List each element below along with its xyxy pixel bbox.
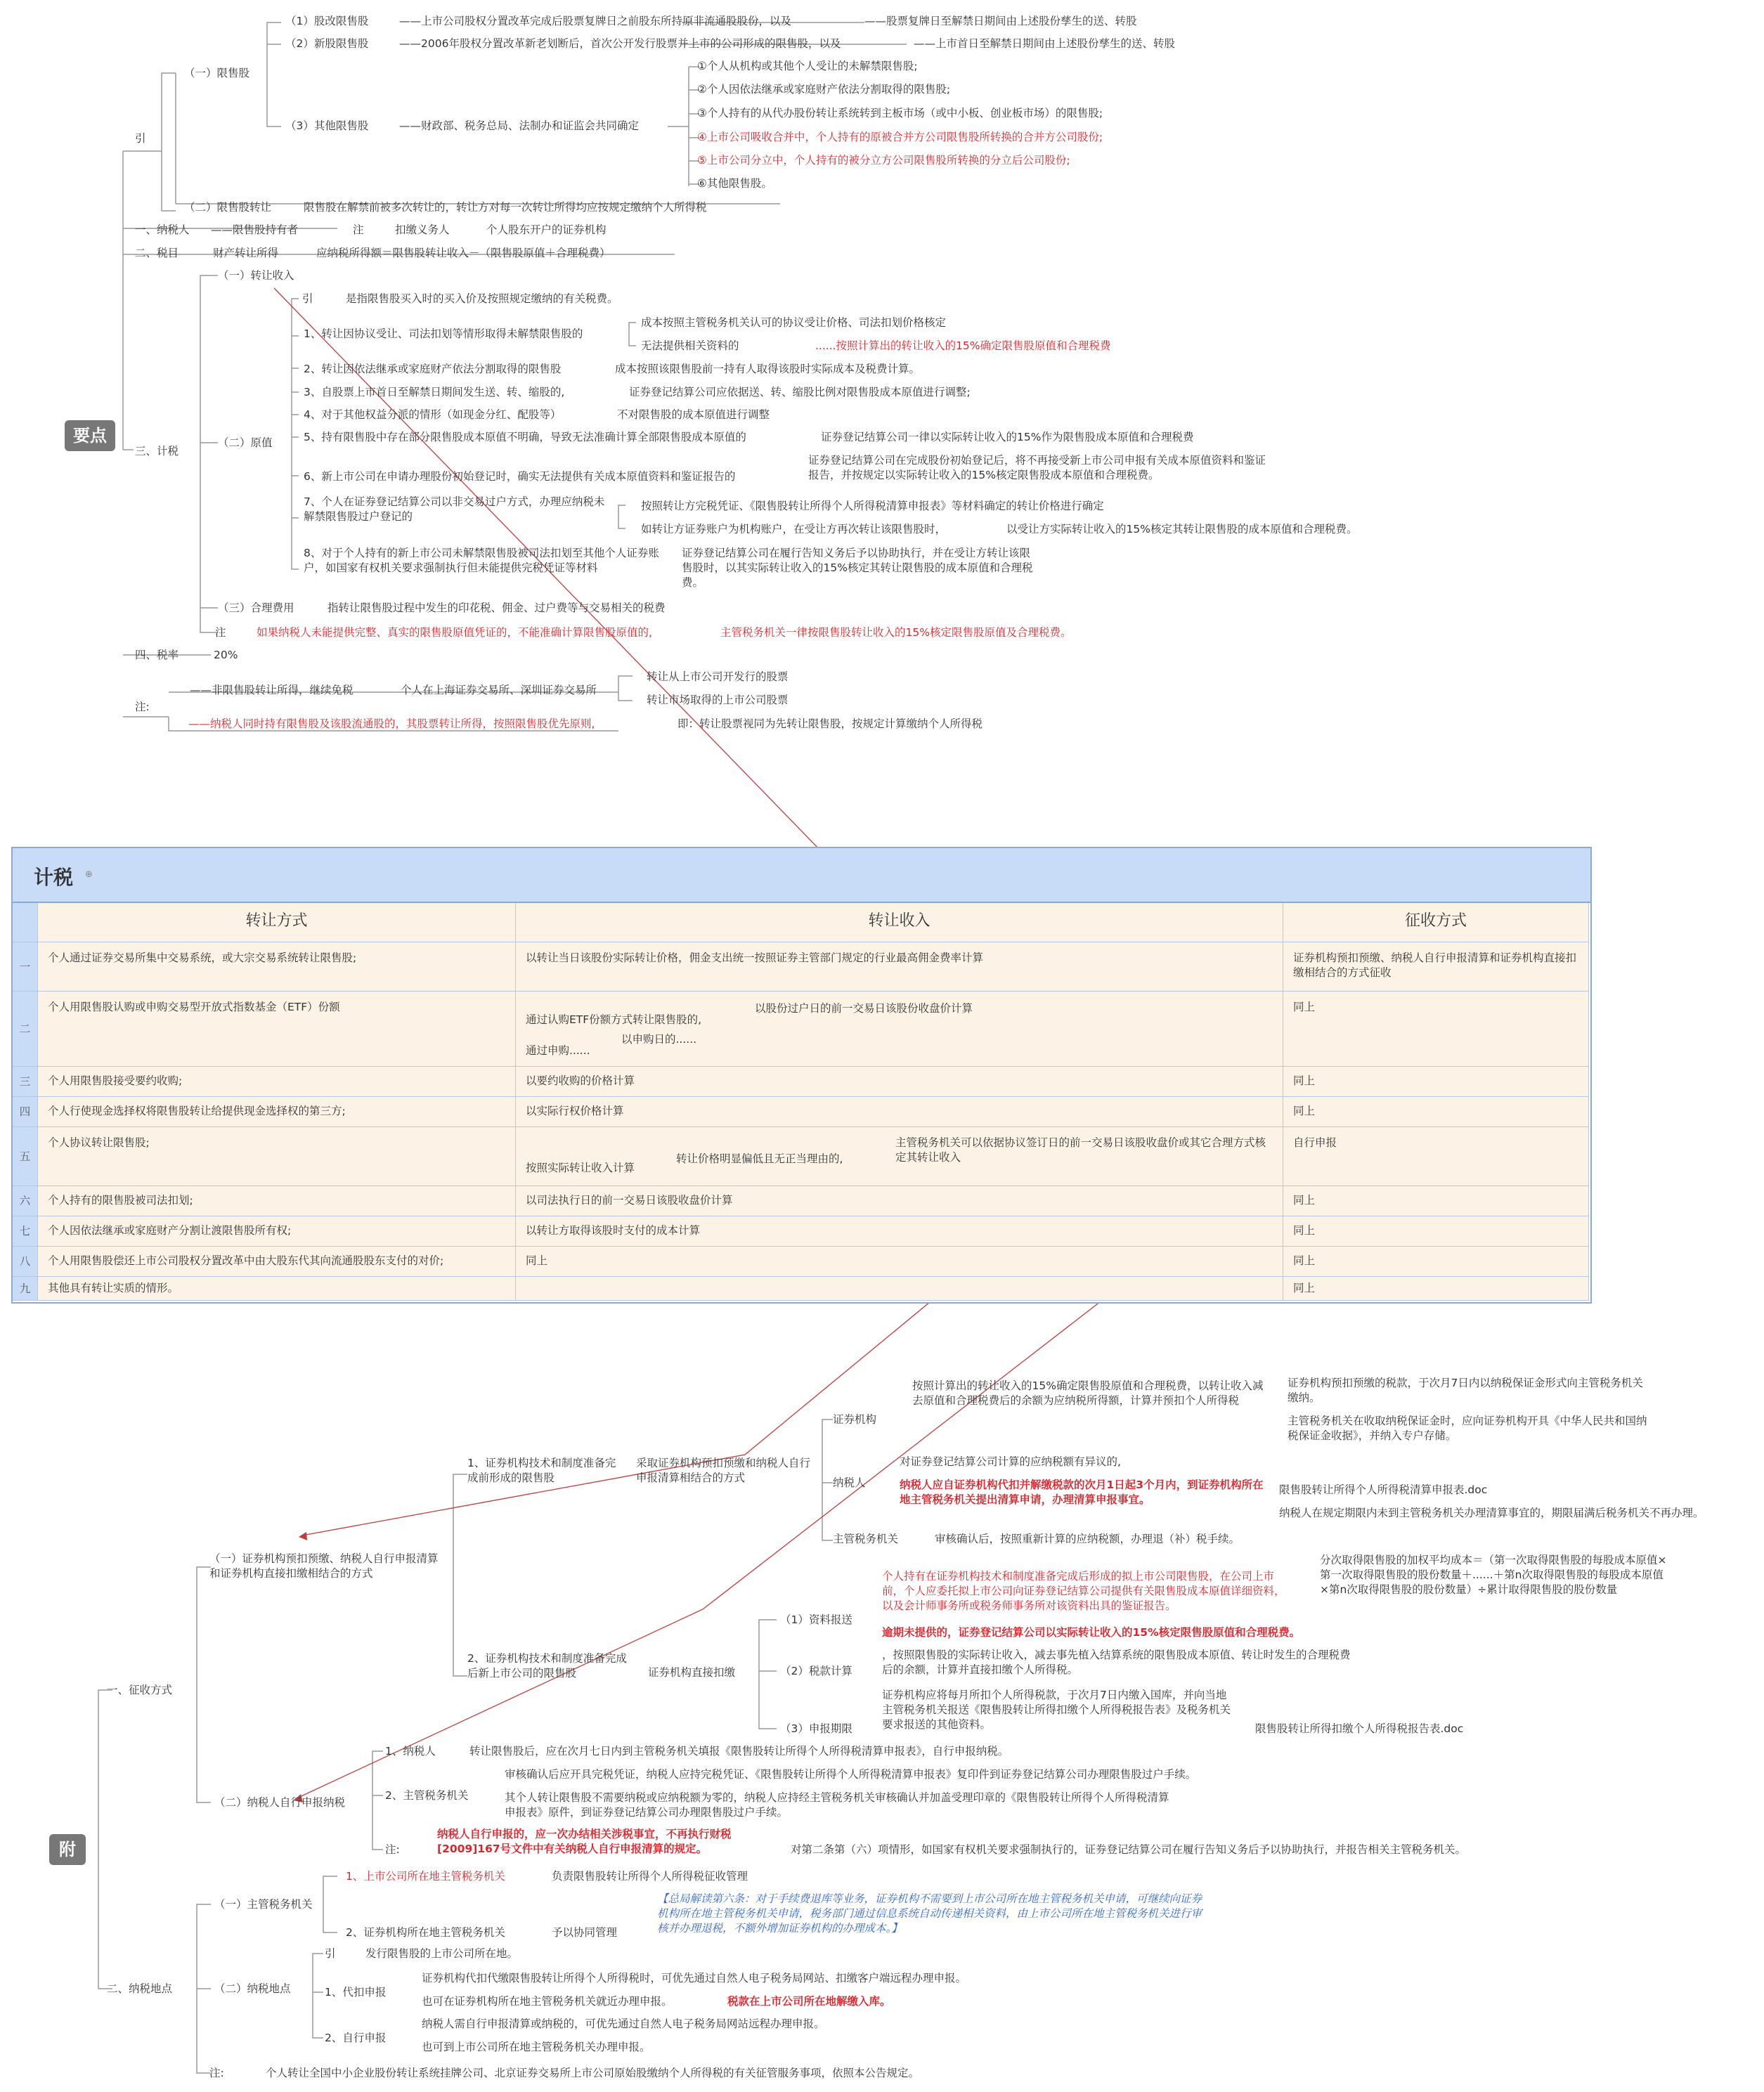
yuanzhi-6a: 证券登记结算公司在完成股份初始登记后，将不再接受新上市公司申报有关成本原值资料和鉴证报告，并按规定以实际转让收入的15%核定限售股成本原值和合理税费。 [808,454,1266,481]
node-a2[interactable]: （二）纳税人自行申报纳税 [214,1796,346,1809]
yuanzhi-4: 4、对于其他权益分派的情形（如现金分红、配股等） [304,408,562,421]
node-gaige-d1: ——上市公司股权分置改革完成后股票复牌日之前股东所持原非流通股股份，以及 [399,15,792,27]
node-sbqx[interactable]: （3）申报期限 [780,1722,852,1735]
node-zhu-r: 对第二条第（六）项情形，如国家有权机关要求强制执行的，证券登记结算公司在履行告知义务后予以协助执行，并报告相关主管税务机关。 [791,1843,1467,1856]
qita-item-6: ⑥其他限售股。 [697,177,772,190]
income-etf-b: 以股份过户日的前一交易日该股份收盘价计算 [755,1002,973,1015]
node-zhu2-d: 个人转让全国中小企业股份转让系统挂牌公司、北京证券交易所上市公司原始股缴纳个人所得税的有关征管服务事项，依照本公告规定。 [266,2067,920,2079]
yuanzhi-3: 3、自股票上市首日至解禁日期间发生送、转、缩股的, [304,386,565,398]
row-income: 以转让方取得该股时支付的成本计算 [516,1216,1283,1247]
row-collect: 同上 [1283,1247,1589,1277]
node-nsdd2-yind: 发行限售股的上市公司所在地。 [365,1947,519,1960]
node-zqjg-r2: 主管税务机关在收取纳税保证金时，应向证券机构开具《中华人民共和国纳税保证金收据》，并纳入专户存储。 [1288,1415,1647,1442]
node-dksb[interactable]: 1、代扣申报 [325,1986,387,1999]
node-zhu2-b: 主管税务机关一律按限售股转让收入的15%核定限售股原值及合理税费。 [720,626,1072,639]
node-nsr-r2: 纳税人在规定期限内未到主管税务机关办理清算事宜的，期限届满后税务机关不再办理。 [1279,1507,1704,1519]
yuanzhi-7c: 以受让方实际转让收入的15%核定其转让限售股的成本原值和合理税费。 [1006,523,1358,535]
node-zhengshou[interactable]: 一、征收方式 [107,1684,173,1696]
node-xianshougu[interactable]: （一）限售股 [184,67,250,79]
col-header-collect: 征收方式 [1283,903,1589,942]
node-nsr[interactable]: 纳税人 [833,1476,866,1489]
yuanzhi-7: 7、个人在证券登记结算公司以非交易过户方式，办理应纳税未解禁限售股过户登记的 [304,495,605,523]
node-nsr-d2: 纳税人应自证券机构代扣并解缴税款的次月1日起3个月内，到证券机构所在地主管税务机关提出清算申请，办理清算申报事宜。 [900,1479,1264,1506]
yuanzhi-5: 5、持有限售股中存在部分限售股成本原值不明确，导致无法准确计算全部限售股成本原值的 [304,431,746,443]
node-xinzheng-d2: ——上市首日至解禁日期间由上述股份孳生的送、转股 [914,37,1176,50]
row-index: 七 [13,1216,38,1247]
row-collect: 同上 [1283,1097,1589,1127]
yuanzhi-7b: 如转让方证券账户为机构账户，在受让方再次转让该限售股时， [641,523,947,535]
node-zhu-4: 注: [385,1843,400,1856]
yuanzhi-8: 8、对于个人持有的新上市公司未解禁限售股被司法扣划至其他个人证券账户，如国家有权机关要求强制执行但未能提供完税凭证等材料 [304,547,659,574]
node-zhu-3: 注: [135,701,150,713]
node-zqjg-r1: 证券机构预扣预缴的税款，于次月7日内以纳税保证金形式向主管税务机关缴纳。 [1288,1377,1643,1404]
node-a1[interactable]: （一）证券机构预扣预缴、纳税人自行申报清算和证券机构直接扣缴相结合的方式 [209,1552,439,1580]
node-a2-1[interactable]: 1、纳税人 [385,1745,436,1758]
yuanzhi-5a: 证券登记结算公司一律以实际转让收入的15%作为限售股成本原值和合理税费 [821,431,1194,443]
node-heli-d: 指转让限售股过程中发生的印花税、佣金、过户费等与交易相关的税费 [327,602,666,614]
node-zhuanzheng[interactable]: （二）限售股转让 [184,201,272,214]
node-zhu-5: 注: [209,2067,224,2079]
node-a1-1[interactable]: 1、证券机构技术和制度准备完成前形成的限售股 [467,1457,616,1484]
node-zxsb[interactable]: 2、自行申报 [325,2032,387,2044]
row-index: 五 [13,1127,38,1186]
node-zgswjg-2d: 予以协同管理 [552,1926,618,1939]
node-zqjg[interactable]: 证券机构 [833,1413,877,1426]
yuanzhi-1a: 成本按照主管税务机关认可的协议受让价格、司法扣划价格核定 [641,316,947,329]
row-index: 三 [13,1067,38,1097]
node-shuimu[interactable]: 二、税目 [135,247,179,259]
node-nashuiren-d: ——限售股持有者 [211,223,299,236]
node-zhu-2: 注 [215,626,226,639]
node-zgswjg-note: 【总局解读第六条：对于手续费退库等业务，证券机构不需要到上市公司所在地主管税务机关申请，可继续向证券机构所在地主管税务机关申请，税务部门通过信息系统自动传递相关资料，由上市公司所在地主管税务机关进行审核并办理退税，不额外增加证券机构的办理成本。】 [657,1892,1202,1935]
row-way: 其他具有转让实质的情形。 [38,1277,516,1301]
yuanzhi-1: 1、转让因协议受让、司法扣划等情形取得未解禁限售股的 [304,327,583,340]
row-way: 个人用限售股认购或申购交易型开放式指数基金（ETF）份额 [38,992,516,1067]
income-etf-d: 以申购日的...... [621,1033,697,1046]
row-income: 以司法执行日的前一交易日该股收盘价计算 [516,1186,1283,1216]
yuanzhi-6: 6、新上市公司在申请办理股份初始登记时，确实无法提供有关成本原值资料和鉴证报告的 [304,470,736,483]
income-xieyi-c: 主管税务机关可以依据协议签订日的前一交易日该股收盘价或其它合理方式核定其转让收入 [895,1136,1266,1164]
node-jishui[interactable]: 三、计税 [135,445,179,457]
node-zlbs[interactable]: （1）资料报送 [780,1613,852,1626]
node-zhu-1: 注 [353,223,364,236]
income-etf-c: 通过申购...... [526,1044,590,1057]
row-way: 个人因依法继承或家庭财产分割让渡限售股所有权; [38,1216,516,1247]
row-collect: 同上 [1283,1277,1589,1301]
node-a1-2[interactable]: 2、证券机构技术和制度准备完成后新上市公司的限售股 [467,1652,627,1680]
node-nashuiren[interactable]: 一、纳税人 [135,223,190,236]
doc-attachment-1[interactable]: 限售股转让所得个人所得税清算申报表.doc [1279,1483,1488,1496]
node-a2-2d1: 审核确认后应开具完税凭证，纳税人应持完税凭证、《限售股转让所得个人所得税清算申报表》复印件到证券登记结算公司办理限售股过户手续。 [505,1768,1197,1781]
row-way: 个人持有的限售股被司法扣划; [38,1186,516,1216]
qita-item-2: ②个人因依法继承或家庭财产依法分割取得的限售股; [697,83,951,96]
node-zhu3-d: ——纳税人同时持有限售股及该股流通股的，其股票转让所得，按照限售股优先原则, [188,717,595,730]
note-icon[interactable]: ⊕ [85,869,93,880]
col-header-way: 转让方式 [38,903,516,942]
row-index: 八 [13,1247,38,1277]
node-a2-2[interactable]: 2、主管税务机关 [385,1789,469,1802]
node-zhu3-c1: 转让从上市公司开发行的股票 [647,670,789,683]
node-sbqx-d: 证券机构应将每月所扣个人所得税款，于次月7日内缴入国库，并向当地主管税务机关报送《限售股转让所得扣缴个人所得税报告表》及税务机关要求报送的其他资料。 [882,1689,1231,1731]
node-zlbs-d2: 逾期未提供的，证券登记结算公司以实际转让收入的15%核定限售股原值和合理税费。 [882,1626,1301,1639]
node-xinzheng-d1: ——2006年股权分置改革新老划断后，首次公开发行股票并上市的公司形成的限售股，以及 [399,37,841,50]
node-sjjs-d: ，按照限售股的实际转让收入，减去事先植入结算系统的限售股成本原值、转让时发生的合理税费后的余额，计算并直接扣缴个人所得税。 [882,1649,1351,1676]
node-dksb-2: 也可在证券机构所在地主管税务机关就近办理申报。 [422,1995,673,2008]
node-shuilv-d: 20% [214,649,238,661]
row-index: 九 [13,1277,38,1301]
doc-attachment-2[interactable]: 限售股转让所得扣缴个人所得税报告表.doc [1255,1722,1464,1735]
node-zlbs-r: 分次取得限售股的加权平均成本＝（第一次取得限售股的每股成本原值×第一次取得限售股的股份数量＋......＋第n次取得限售股的每股成本原值×第n次取得限售股的股份数量）÷累计取得限售股的股份数量 [1320,1554,1667,1596]
row-way: 个人行使现金选择权将限售股转让给提供现金选择权的第三方; [38,1097,516,1127]
yuanzhi-4a: 不对限售股的成本原值进行调整 [617,408,770,421]
yuanzhi-8a: 证券登记结算公司在履行告知义务后予以协助执行，并在受让方转让该限售股时，以其实际转让收入的15%核定其转让限售股的成本原值和合理税费。 [682,547,1033,589]
row-collect: 自行申报 [1283,1127,1589,1186]
qita-item-4: ④上市公司吸收合并中，个人持有的原被合并方公司限售股所转换的合并方公司股份; [697,131,1103,143]
node-zgsw[interactable]: 主管税务机关 [833,1533,899,1545]
income-xieyi-b: 转让价格明显偏低且无正当理由的, [676,1152,843,1165]
row-index: 六 [13,1186,38,1216]
node-yin2: 引 [302,292,313,305]
node-yuanzhi[interactable]: （二）原值 [218,436,273,449]
node-nsdd2-yin: 引 [325,1947,336,1960]
row-collect: 证券机构预扣预缴、纳税人自行申报清算和证券机构直接扣缴相结合的方式征收 [1283,942,1589,992]
tax-table-header [13,848,1590,903]
node-sjjs[interactable]: （2）税款计算 [780,1665,852,1677]
node-qita[interactable]: （3）其他限售股 [285,119,369,132]
node-zgswjg-1d: 负责限售股转让所得个人所得税征收管理 [552,1870,748,1883]
node-shuilv[interactable]: 四、税率 [135,649,179,661]
node-zgswjg-2[interactable]: 2、证券机构所在地主管税务机关 [346,1926,505,1939]
row-way: 个人用限售股偿还上市公司股权分置改革中由大股东代其向流通股股东支付的对价; [38,1247,516,1277]
node-a1-2d: 证券机构直接扣缴 [648,1666,736,1679]
node-shouru-d: 是指限售股买入时的买入价及按照规定缴纳的有关税费。 [346,292,618,305]
node-xinzheng[interactable]: （2）新股限售股 [285,37,369,50]
node-zhu3-b: 个人在上海证券交易所、深圳证券交易所 [401,684,597,696]
node-nsdd[interactable]: 二、纳税地点 [107,1982,173,1995]
node-heli[interactable]: （三）合理费用 [218,602,294,614]
row-collect: 同上 [1283,1186,1589,1216]
node-nsr-d1: 对证券登记结算公司计算的应纳税额有异议的, [900,1455,1121,1468]
qita-item-5: ⑤上市公司分立中，个人持有的被分立方公司限售股所转换的分立后公司股份; [697,154,1070,167]
root-node-top[interactable]: 要点 [65,420,115,451]
row-way: 个人通过证券交易所集中交易系统，或大宗交易系统转让限售股; [38,942,516,992]
node-qita-d: ——财政部、税务总局、法制办和证监会共同确定 [399,119,640,132]
tax-table-title: 计税 [34,866,74,889]
row-way: 个人协议转让限售股; [38,1127,516,1186]
node-zgsw-d: 审核确认后，按照重新计算的应纳税额，办理退（补）税手续。 [935,1533,1240,1545]
node-kouj: 扣缴义务人 [395,223,450,236]
income-xieyi-a: 按照实际转让收入计算 [526,1162,635,1174]
node-zgswjg[interactable]: （一）主管税务机关 [214,1898,313,1911]
row-income: 以实际行权价格计算 [516,1097,1283,1127]
node-zhu3-c2: 转让市场取得的上市公司股票 [647,694,789,706]
qita-item-1: ①个人从机构或其他个人受让的未解禁限售股; [697,60,918,72]
node-zhu2-a: 如果纳税人未能提供完整、真实的限售股原值凭证的，不能准确计算限售股原值的, [257,626,652,639]
row-income: 以要约收购的价格计算 [516,1067,1283,1097]
node-zhuanzheng-d: 限售股在解禁前被多次转让的，转让方对每一次转让所得均应按规定缴纳个人所得税 [304,201,707,214]
yuanzhi-1b: 无法提供相关资料的 [641,339,739,352]
node-nsdd2[interactable]: （二）纳税地点 [214,1982,291,1995]
yuanzhi-1c: ......按照计算出的转让收入的15%确定限售股原值和合理税费 [815,339,1111,352]
node-a2-1d: 转让限售股后，应在次月七日内到主管税务机关填报《限售股转让所得个人所得税清算申报表》，自行申报纳税。 [469,1745,1009,1758]
row-income: 同上 [516,1247,1283,1277]
node-kouj-d: 个人股东开户的证券机构 [486,223,607,236]
row-collect: 同上 [1283,1216,1589,1247]
node-dksb-3: 税款在上市公司所在地解缴入库。 [727,1995,891,2008]
node-shuimu-formula: 应纳税所得额＝限售股转让收入－（限售股原值＋合理税费） [316,247,611,259]
row-index: 二 [13,992,38,1067]
row-index: 四 [13,1097,38,1127]
node-dksb-1: 证券机构代扣代缴限售股转让所得个人所得税时，可优先通过自然人电子税务局网站、扣缴客户端远程办理申报。 [422,1972,967,1984]
row-index: 一 [13,942,38,992]
row-collect: 同上 [1283,1067,1589,1097]
node-yin[interactable]: 引 [135,132,146,145]
node-zgswjg-1[interactable]: 1、上市公司所在地主管税务机关 [346,1870,505,1883]
node-shouru[interactable]: （一）转让收入 [218,269,294,282]
node-zqjg-d: 按照计算出的转让收入的15%确定限售股原值和合理税费，以转让收入减去原值和合理税费后的余额为应纳税所得额，计算并预扣个人所得税 [912,1379,1264,1407]
row-income: 以转让当日该股份实际转让价格，佣金支出统一按照证券主管部门规定的行业最高佣金费率计算 [516,942,1283,992]
table-corner [13,903,38,942]
node-a2-2d2: 其个人转让限售股不需要纳税或应纳税额为零的，纳税人应持经主管税务机关审核确认并加盖受理印章的《限售股转让所得个人所得税清算申报表》原件，到证券登记结算公司办理限售股过户手续。 [505,1791,1169,1819]
node-zxsb-2: 也可到上市公司所在地主管税务机关办理申报。 [422,2041,651,2053]
node-gaige-d2: ——股票复牌日至解禁日期间由上述股份孳生的送、转股 [864,15,1137,27]
yuanzhi-2a: 成本按照该限售股前一持有人取得该股时实际成本及税费计算。 [615,363,921,375]
node-gaige[interactable]: （1）股改限售股 [285,15,369,27]
income-etf-a: 通过认购ETF份额方式转让限售股的, [526,1013,702,1026]
root-node-bottom[interactable]: 附 [49,1834,86,1865]
row-income [516,1127,1283,1186]
node-zhu-d: 纳税人自行申报的，应一次办结相关涉税事宜，不再执行财税[2009]167号文件中有关纳税人自行申报清算的规定。 [437,1828,732,1855]
row-income [516,1277,1283,1301]
yuanzhi-7a: 按照转让方完税凭证、《限售股转让所得个人所得税清算申报表》等材料确定的转让价格进行确定 [641,500,1104,512]
node-zlbs-d1: 个人持有在证券机构技术和制度准备完成后形成的拟上市公司限售股，在公司上市前，个人应委托拟上市公司向证券登记结算公司提供有关限售股成本原值详细资料，以及会计师事务所或税务师事务所对该资料出具的鉴证报告。 [882,1570,1285,1612]
node-shuimu-d: 财产转让所得 [213,247,279,259]
yuanzhi-2: 2、转让因依法继承或家庭财产依法分割取得的限售股 [304,363,562,375]
node-zxsb-1: 纳税人需自行申报清算或纳税的，可优先通过自然人电子税务局网站远程办理申报。 [422,2018,825,2030]
row-income [516,992,1283,1067]
node-zhu3-a: ——非限售股转让所得，继续免税 [190,684,354,696]
node-zhu3-e: 即：转让股票视同为先转让限售股，按规定计算缴纳个人所得税 [677,717,983,730]
yuanzhi-3a: 证券登记结算公司应依据送、转、缩股比例对限售股成本原值进行调整; [629,386,971,398]
col-header-income: 转让收入 [516,903,1283,942]
node-a1-1d: 采取证券机构预扣预缴和纳税人自行申报清算相结合的方式 [636,1457,811,1484]
tax-table [11,847,1592,1304]
row-way: 个人用限售股接受要约收购; [38,1067,516,1097]
row-collect: 同上 [1283,992,1589,1067]
qita-item-3: ③个人持有的从代办股份转让系统转到主板市场（或中小板、创业板市场）的限售股; [697,107,1103,119]
